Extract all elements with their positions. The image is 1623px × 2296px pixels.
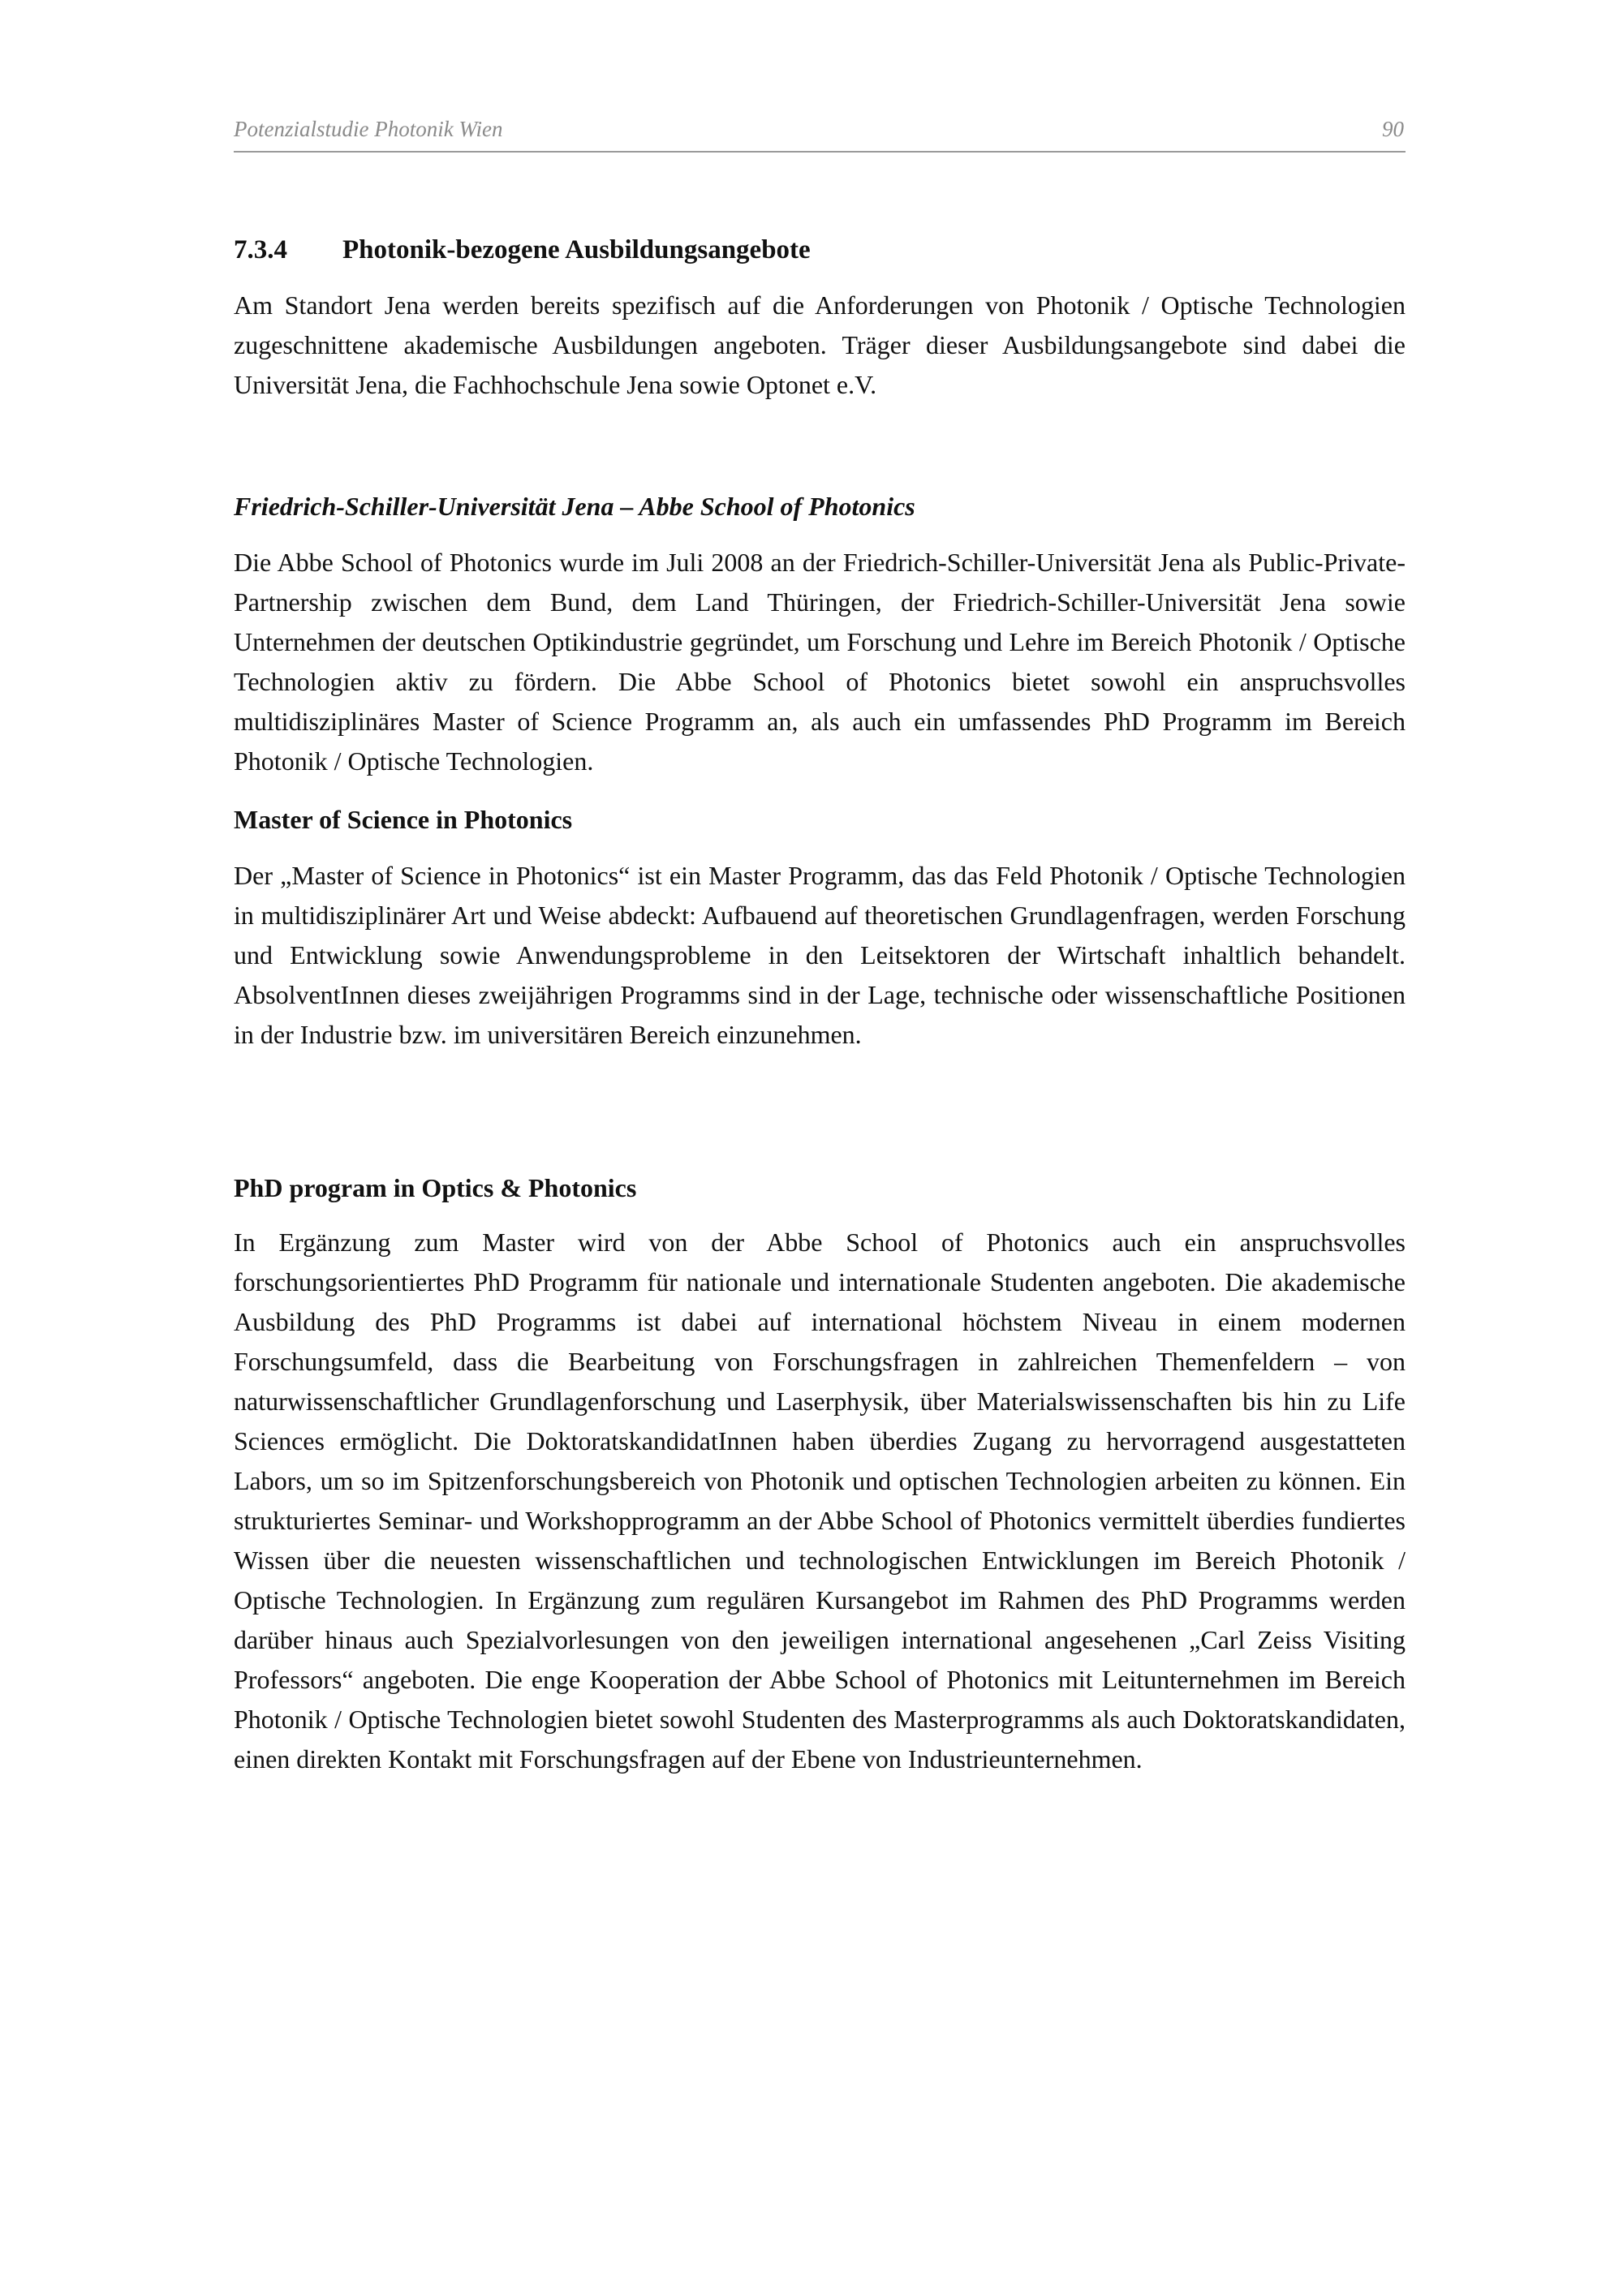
- phd-program-heading: PhD program in Optics & Photonics: [234, 1173, 637, 1202]
- header-title: Potenzialstudie Photonik Wien: [234, 117, 503, 141]
- section-number: 7.3.4: [234, 235, 287, 264]
- section-heading: [234, 235, 811, 265]
- abbe-school-paragraph: Die Abbe School of Photonics wurde im Juli 2008 an der Friedrich-Schiller-Universität Jena als Public-Private-Partnership zwischen dem Bund, dem Land Thüringen, der Friedrich-Schiller-Universität Jena sowie Unternehmen der deutschen Optikindustrie gegründet, um Forschung und Lehre im Bereich Photonik / Optische Technologien aktiv zu fördern. Die Abbe School of Photonics bietet sowohl ein anspruchsvolles multidisziplinäres Master of Science Programm an, als auch ein umfassendes PhD Programm im Bereich Photonik / Optische Technologien.: [234, 548, 1406, 776]
- abbe-school-heading: Friedrich-Schiller-Universität Jena – Abbe School of Photonics: [234, 492, 915, 521]
- intro-paragraph: Am Standort Jena werden bereits spezifisch auf die Anforderungen von Photonik / Optische Technologien zugeschnittene akademische Ausbildungen angeboten. Träger dieser Ausbildungsangebote sind dabei die Universität Jena, die Fachhochschule Jena sowie Optonet e.V.: [234, 290, 1406, 399]
- document-page: [234, 0, 1406, 2296]
- phd-program-paragraph: In Ergänzung zum Master wird von der Abbe School of Photonics auch ein anspruchsvolles forschungsorientiertes PhD Programm für nationale und internationale Studenten angeboten. Die akademische Ausbildung des PhD Programms ist dabei auf international höchstem Niveau in einem modernen Forschungsumfeld, dass die Bearbeitung von Forschungsfragen in zahlreichen Themenfeldern – von naturwissenschaftlicher Grundlagenforschung und Laserphysik, über Materialswissenschaften bis hin zu Life Sciences ermöglicht. Die DoktoratskandidatInnen haben überdies Zugang zu hervorragend ausgestatteten Labors, um so im Spitzenforschungsbereich von Photonik und optischen Technologien arbeiten zu können. Ein strukturiertes Seminar- und Workshopprogramm an der Abbe School of Photonics vermittelt überdies fundiertes Wissen über die neuesten wissenschaftlichen und technologischen Entwicklungen im Bereich Photonik / Optische Technologien. In Ergänzung zum regulären Kursangebot im Rahmen des PhD Programms werden darüber hinaus auch Spezialvorlesungen von den jeweiligen international angesehenen „Carl Zeiss Visiting Professors“ angeboten. Die enge Kooperation der Abbe School of Photonics mit Leitunternehmen im Bereich Photonik / Optische Technologien bietet sowohl Studenten des Masterprogramms als auch Doktoratskandidaten, einen direkten Kontakt mit Forschungsfragen auf der Ebene von Industrieunternehmen.: [234, 1228, 1406, 1774]
- section-title: Photonik-bezogene Ausbildungsangebote: [342, 235, 811, 264]
- running-header: [234, 115, 1406, 153]
- master-program-paragraph: Der „Master of Science in Photonics“ ist ein Master Programm, das das Feld Photonik / Optische Technologien in multidisziplinärer Art und Weise abdeckt: Aufbauend auf theoretischen Grundlagenfragen, werden Forschung und Entwicklung sowie Anwendungsprobleme in den Leitsektoren der Wirtschaft inhaltlich behandelt. AbsolventInnen dieses zweijährigen Programms sind in der Lage, technische oder wissenschaftliche Positionen in der Industrie bzw. im universitären Bereich einzunehmen.: [234, 861, 1406, 1049]
- page-number: 90: [1382, 117, 1404, 141]
- master-program-heading: Master of Science in Photonics: [234, 805, 573, 834]
